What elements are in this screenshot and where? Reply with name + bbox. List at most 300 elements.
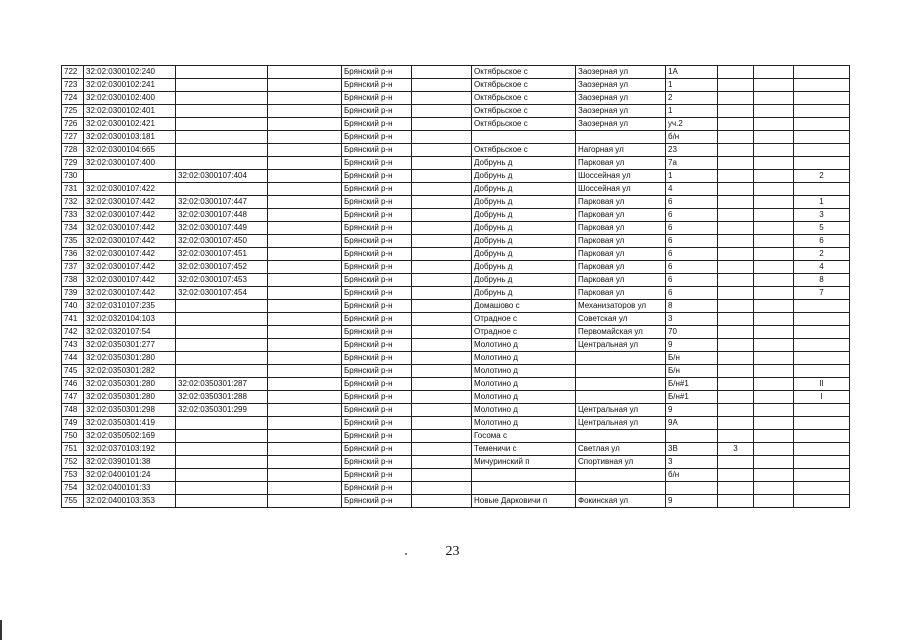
street-cell: Центральная ул: [576, 404, 666, 417]
building-cell: [718, 222, 754, 235]
blank-cell-b: [412, 313, 472, 326]
house-number-cell: 1: [666, 170, 718, 183]
cadastral-number-cell: [84, 170, 176, 183]
sub-cadastral-number-cell: [176, 469, 268, 482]
sub-cadastral-number-cell: [176, 339, 268, 352]
blank-cell-c: [754, 287, 794, 300]
street-cell: [576, 352, 666, 365]
cadastral-number-cell: 32:02:0320104:103: [84, 313, 176, 326]
apartment-cell: [794, 118, 850, 131]
table-row: [62, 365, 850, 378]
street-cell: [576, 131, 666, 144]
house-number-cell: [666, 482, 718, 495]
sub-cadastral-number-cell: 32:02:0350301:299: [176, 404, 268, 417]
row-number-cell: 723: [62, 79, 84, 92]
blank-cell-c: [754, 430, 794, 443]
blank-cell-b: [412, 378, 472, 391]
district-cell: Брянский р-н: [342, 443, 412, 456]
table-row: [62, 352, 850, 365]
blank-cell-c: [754, 365, 794, 378]
cadastral-number-cell: 32:02:0300107:442: [84, 248, 176, 261]
blank-cell-b: [412, 118, 472, 131]
district-cell: Брянский р-н: [342, 430, 412, 443]
apartment-cell: [794, 157, 850, 170]
blank-cell-c: [754, 456, 794, 469]
blank-cell-a: [268, 144, 342, 157]
blank-cell-b: [412, 183, 472, 196]
district-cell: Брянский р-н: [342, 287, 412, 300]
sub-cadastral-number-cell: 32:02:0350301:287: [176, 378, 268, 391]
cadastral-number-cell: 32:02:0300107:442: [84, 261, 176, 274]
blank-cell-c: [754, 274, 794, 287]
settlement-cell: Молотино д: [472, 378, 576, 391]
row-number-cell: 726: [62, 118, 84, 131]
row-number-cell: 733: [62, 209, 84, 222]
row-number-cell: 746: [62, 378, 84, 391]
apartment-cell: [794, 144, 850, 157]
row-number-cell: 728: [62, 144, 84, 157]
blank-cell-c: [754, 209, 794, 222]
cadastral-number-cell: 32:02:0300103:181: [84, 131, 176, 144]
table-row: [62, 183, 850, 196]
apartment-cell: [794, 456, 850, 469]
blank-cell-a: [268, 209, 342, 222]
cadastral-table: [61, 65, 850, 508]
street-cell: Центральная ул: [576, 417, 666, 430]
blank-cell-c: [754, 144, 794, 157]
apartment-cell: [794, 326, 850, 339]
blank-cell-c: [754, 469, 794, 482]
cadastral-number-cell: 32:02:0300107:422: [84, 183, 176, 196]
district-cell: Брянский р-н: [342, 170, 412, 183]
blank-cell-a: [268, 79, 342, 92]
building-cell: [718, 144, 754, 157]
settlement-cell: Теменичи с: [472, 443, 576, 456]
blank-cell-b: [412, 274, 472, 287]
blank-cell-a: [268, 118, 342, 131]
house-number-cell: Б/н: [666, 352, 718, 365]
house-number-cell: 8: [666, 300, 718, 313]
settlement-cell: [472, 482, 576, 495]
street-cell: Заозерная ул: [576, 92, 666, 105]
settlement-cell: Добрунь д: [472, 170, 576, 183]
settlement-cell: Мичуринский п: [472, 456, 576, 469]
blank-cell-a: [268, 261, 342, 274]
sub-cadastral-number-cell: 32:02:0300107:404: [176, 170, 268, 183]
row-number-cell: 727: [62, 131, 84, 144]
table-row: [62, 248, 850, 261]
district-cell: Брянский р-н: [342, 157, 412, 170]
table-row: [62, 274, 850, 287]
district-cell: Брянский р-н: [342, 352, 412, 365]
blank-cell-c: [754, 92, 794, 105]
blank-cell-a: [268, 469, 342, 482]
blank-cell-c: [754, 170, 794, 183]
table-row: [62, 209, 850, 222]
apartment-cell: [794, 469, 850, 482]
row-number-cell: 729: [62, 157, 84, 170]
district-cell: Брянский р-н: [342, 300, 412, 313]
district-cell: Брянский р-н: [342, 378, 412, 391]
sub-cadastral-number-cell: 32:02:0300107:449: [176, 222, 268, 235]
blank-cell-b: [412, 352, 472, 365]
street-cell: Парковая ул: [576, 235, 666, 248]
apartment-cell: [794, 365, 850, 378]
apartment-cell: [794, 300, 850, 313]
blank-cell-c: [754, 131, 794, 144]
building-cell: [718, 482, 754, 495]
blank-cell-c: [754, 339, 794, 352]
blank-cell-a: [268, 157, 342, 170]
street-cell: Парковая ул: [576, 274, 666, 287]
settlement-cell: Госома с: [472, 430, 576, 443]
building-cell: 3: [718, 443, 754, 456]
settlement-cell: [472, 131, 576, 144]
blank-cell-b: [412, 300, 472, 313]
table-row: [62, 92, 850, 105]
house-number-cell: 70: [666, 326, 718, 339]
blank-cell-b: [412, 404, 472, 417]
blank-cell-c: [754, 118, 794, 131]
blank-cell-b: [412, 144, 472, 157]
district-cell: Брянский р-н: [342, 222, 412, 235]
house-number-cell: Б/н: [666, 365, 718, 378]
table-row: [62, 313, 850, 326]
apartment-cell: [794, 131, 850, 144]
cadastral-number-cell: 32:02:0350502:169: [84, 430, 176, 443]
building-cell: [718, 235, 754, 248]
building-cell: [718, 391, 754, 404]
building-cell: [718, 79, 754, 92]
cadastral-number-cell: 32:02:0320107:54: [84, 326, 176, 339]
table-row: [62, 391, 850, 404]
sub-cadastral-number-cell: [176, 92, 268, 105]
sub-cadastral-number-cell: [176, 417, 268, 430]
house-number-cell: 6: [666, 235, 718, 248]
blank-cell-a: [268, 352, 342, 365]
house-number-cell: 2: [666, 92, 718, 105]
blank-cell-a: [268, 391, 342, 404]
district-cell: Брянский р-н: [342, 235, 412, 248]
house-number-cell: 3В: [666, 443, 718, 456]
district-cell: Брянский р-н: [342, 313, 412, 326]
row-number-cell: 737: [62, 261, 84, 274]
district-cell: Брянский р-н: [342, 66, 412, 79]
blank-cell-a: [268, 170, 342, 183]
district-cell: Брянский р-н: [342, 196, 412, 209]
table-row: [62, 131, 850, 144]
row-number-cell: 736: [62, 248, 84, 261]
house-number-cell: Б/н#1: [666, 378, 718, 391]
settlement-cell: Молотино д: [472, 339, 576, 352]
building-cell: [718, 92, 754, 105]
sub-cadastral-number-cell: [176, 456, 268, 469]
blank-cell-c: [754, 495, 794, 508]
building-cell: [718, 183, 754, 196]
row-number-cell: 754: [62, 482, 84, 495]
row-number-cell: 738: [62, 274, 84, 287]
apartment-cell: [794, 482, 850, 495]
cadastral-number-cell: 32:02:0300107:442: [84, 222, 176, 235]
house-number-cell: 6: [666, 222, 718, 235]
row-number-cell: 744: [62, 352, 84, 365]
table-row: [62, 300, 850, 313]
building-cell: [718, 131, 754, 144]
building-cell: [718, 469, 754, 482]
sub-cadastral-number-cell: [176, 313, 268, 326]
house-number-cell: Б/н#1: [666, 391, 718, 404]
district-cell: Брянский р-н: [342, 495, 412, 508]
blank-cell-a: [268, 339, 342, 352]
blank-cell-a: [268, 326, 342, 339]
sub-cadastral-number-cell: [176, 430, 268, 443]
blank-cell-a: [268, 131, 342, 144]
sub-cadastral-number-cell: 32:02:0350301:288: [176, 391, 268, 404]
blank-cell-c: [754, 404, 794, 417]
blank-cell-b: [412, 209, 472, 222]
settlement-cell: Октябрьское с: [472, 105, 576, 118]
blank-cell-c: [754, 352, 794, 365]
building-cell: [718, 417, 754, 430]
street-cell: Спортивная ул: [576, 456, 666, 469]
settlement-cell: Молотино д: [472, 352, 576, 365]
street-cell: Парковая ул: [576, 261, 666, 274]
district-cell: Брянский р-н: [342, 144, 412, 157]
district-cell: Брянский р-н: [342, 79, 412, 92]
blank-cell-a: [268, 92, 342, 105]
blank-cell-a: [268, 183, 342, 196]
cadastral-number-cell: 32:02:0310107:235: [84, 300, 176, 313]
settlement-cell: Добрунь д: [472, 274, 576, 287]
row-number-cell: 734: [62, 222, 84, 235]
street-cell: Заозерная ул: [576, 79, 666, 92]
blank-cell-a: [268, 196, 342, 209]
house-number-cell: 9А: [666, 417, 718, 430]
building-cell: [718, 261, 754, 274]
blank-cell-c: [754, 79, 794, 92]
settlement-cell: Отрадное с: [472, 313, 576, 326]
building-cell: [718, 404, 754, 417]
cadastral-number-cell: 32:02:0350301:280: [84, 378, 176, 391]
blank-cell-b: [412, 105, 472, 118]
blank-cell-b: [412, 235, 472, 248]
row-number-cell: 722: [62, 66, 84, 79]
building-cell: [718, 274, 754, 287]
table-row: [62, 430, 850, 443]
blank-cell-a: [268, 222, 342, 235]
sub-cadastral-number-cell: [176, 183, 268, 196]
blank-cell-b: [412, 157, 472, 170]
sub-cadastral-number-cell: [176, 443, 268, 456]
blank-cell-b: [412, 482, 472, 495]
cadastral-number-cell: 32:02:0300107:442: [84, 209, 176, 222]
house-number-cell: 6: [666, 196, 718, 209]
house-number-cell: 6: [666, 209, 718, 222]
sub-cadastral-number-cell: [176, 79, 268, 92]
settlement-cell: Молотино д: [472, 365, 576, 378]
building-cell: [718, 170, 754, 183]
blank-cell-a: [268, 378, 342, 391]
blank-cell-c: [754, 196, 794, 209]
row-number-cell: 749: [62, 417, 84, 430]
blank-cell-b: [412, 495, 472, 508]
blank-cell-a: [268, 482, 342, 495]
sub-cadastral-number-cell: [176, 118, 268, 131]
sub-cadastral-number-cell: 32:02:0300107:447: [176, 196, 268, 209]
blank-cell-c: [754, 261, 794, 274]
building-cell: [718, 326, 754, 339]
street-cell: Парковая ул: [576, 196, 666, 209]
row-number-cell: 753: [62, 469, 84, 482]
blank-cell-c: [754, 248, 794, 261]
cadastral-number-cell: 32:02:0350301:298: [84, 404, 176, 417]
sub-cadastral-number-cell: [176, 352, 268, 365]
table-row: [62, 118, 850, 131]
sub-cadastral-number-cell: 32:02:0300107:454: [176, 287, 268, 300]
row-number-cell: 752: [62, 456, 84, 469]
apartment-cell: 7: [794, 287, 850, 300]
street-cell: [576, 430, 666, 443]
sub-cadastral-number-cell: [176, 365, 268, 378]
settlement-cell: Добрунь д: [472, 157, 576, 170]
table-row: [62, 235, 850, 248]
sub-cadastral-number-cell: [176, 482, 268, 495]
street-cell: Шоссейная ул: [576, 170, 666, 183]
district-cell: Брянский р-н: [342, 92, 412, 105]
house-number-cell: 7а: [666, 157, 718, 170]
district-cell: Брянский р-н: [342, 339, 412, 352]
row-number-cell: 731: [62, 183, 84, 196]
blank-cell-b: [412, 261, 472, 274]
blank-cell-c: [754, 443, 794, 456]
house-number-cell: 3: [666, 456, 718, 469]
building-cell: [718, 339, 754, 352]
cadastral-number-cell: 32:02:0300102:241: [84, 79, 176, 92]
apartment-cell: [794, 313, 850, 326]
building-cell: [718, 378, 754, 391]
street-cell: Центральная ул: [576, 339, 666, 352]
settlement-cell: Добрунь д: [472, 261, 576, 274]
row-number-cell: 742: [62, 326, 84, 339]
street-cell: Парковая ул: [576, 209, 666, 222]
building-cell: [718, 105, 754, 118]
street-cell: [576, 391, 666, 404]
blank-cell-b: [412, 339, 472, 352]
apartment-cell: [794, 105, 850, 118]
building-cell: [718, 430, 754, 443]
apartment-cell: 1: [794, 196, 850, 209]
sub-cadastral-number-cell: [176, 131, 268, 144]
blank-cell-a: [268, 105, 342, 118]
blank-cell-b: [412, 92, 472, 105]
blank-cell-c: [754, 105, 794, 118]
district-cell: Брянский р-н: [342, 404, 412, 417]
district-cell: Брянский р-н: [342, 105, 412, 118]
settlement-cell: Новые Дарковичи п: [472, 495, 576, 508]
cadastral-number-cell: 32:02:0300102:400: [84, 92, 176, 105]
apartment-cell: [794, 183, 850, 196]
district-cell: Брянский р-н: [342, 391, 412, 404]
sub-cadastral-number-cell: [176, 300, 268, 313]
building-cell: [718, 495, 754, 508]
apartment-cell: [794, 66, 850, 79]
table-row: [62, 157, 850, 170]
blank-cell-b: [412, 326, 472, 339]
sub-cadastral-number-cell: [176, 157, 268, 170]
blank-cell-c: [754, 157, 794, 170]
table-row: [62, 456, 850, 469]
house-number-cell: 6: [666, 248, 718, 261]
table-row: [62, 495, 850, 508]
street-cell: Фокинская ул: [576, 495, 666, 508]
table-row: [62, 79, 850, 92]
row-number-cell: 751: [62, 443, 84, 456]
settlement-cell: Октябрьское с: [472, 92, 576, 105]
sub-cadastral-number-cell: 32:02:0300107:453: [176, 274, 268, 287]
blank-cell-a: [268, 66, 342, 79]
settlement-cell: Молотино д: [472, 417, 576, 430]
blank-cell-a: [268, 443, 342, 456]
cadastral-number-cell: 32:02:0400103:353: [84, 495, 176, 508]
street-cell: Советская ул: [576, 313, 666, 326]
cadastral-number-cell: 32:02:0350301:280: [84, 352, 176, 365]
cadastral-number-cell: 32:02:0300102:240: [84, 66, 176, 79]
house-number-cell: 9: [666, 339, 718, 352]
street-cell: [576, 482, 666, 495]
settlement-cell: Добрунь д: [472, 196, 576, 209]
table-row: [62, 222, 850, 235]
settlement-cell: Молотино д: [472, 404, 576, 417]
street-cell: [576, 469, 666, 482]
apartment-cell: [794, 92, 850, 105]
street-cell: Заозерная ул: [576, 105, 666, 118]
apartment-cell: I: [794, 391, 850, 404]
cadastral-number-cell: 32:02:0300104:665: [84, 144, 176, 157]
apartment-cell: [794, 79, 850, 92]
sub-cadastral-number-cell: [176, 495, 268, 508]
apartment-cell: 2: [794, 248, 850, 261]
sub-cadastral-number-cell: [176, 66, 268, 79]
district-cell: Брянский р-н: [342, 326, 412, 339]
sub-cadastral-number-cell: 32:02:0300107:450: [176, 235, 268, 248]
sub-cadastral-number-cell: [176, 326, 268, 339]
table-row: [62, 326, 850, 339]
apartment-cell: [794, 404, 850, 417]
row-number-cell: 748: [62, 404, 84, 417]
blank-cell-c: [754, 66, 794, 79]
settlement-cell: Молотино д: [472, 391, 576, 404]
house-number-cell: 9: [666, 404, 718, 417]
table-row: [62, 170, 850, 183]
row-number-cell: 755: [62, 495, 84, 508]
cadastral-number-cell: 32:02:0300107:442: [84, 235, 176, 248]
sub-cadastral-number-cell: 32:02:0300107:451: [176, 248, 268, 261]
settlement-cell: Добрунь д: [472, 209, 576, 222]
street-cell: Парковая ул: [576, 157, 666, 170]
district-cell: Брянский р-н: [342, 183, 412, 196]
table-body: [62, 66, 850, 508]
blank-cell-a: [268, 313, 342, 326]
house-number-cell: 1: [666, 79, 718, 92]
district-cell: Брянский р-н: [342, 456, 412, 469]
scan-edge-mark: [0, 620, 2, 640]
sub-cadastral-number-cell: [176, 144, 268, 157]
table-row: [62, 443, 850, 456]
row-number-cell: 747: [62, 391, 84, 404]
building-cell: [718, 300, 754, 313]
blank-cell-b: [412, 170, 472, 183]
apartment-cell: 6: [794, 235, 850, 248]
